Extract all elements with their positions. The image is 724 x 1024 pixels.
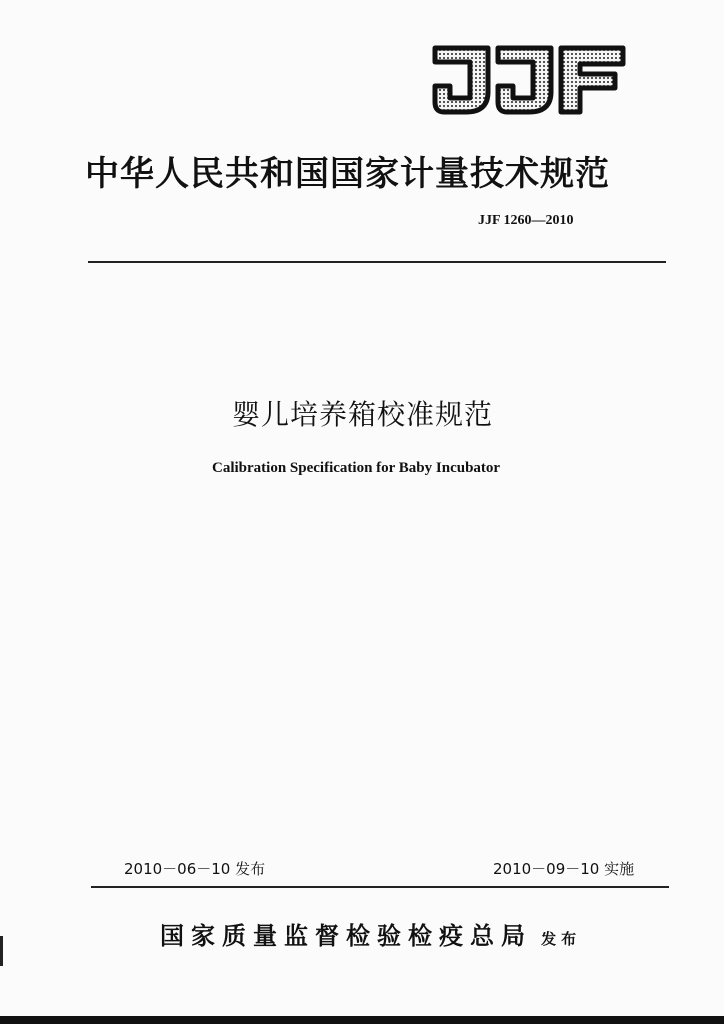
top-divider: [88, 261, 666, 263]
document-title-cn: 婴儿培养箱校准规范: [232, 398, 494, 431]
scan-edge-mark: [0, 936, 3, 966]
jjf-logo: [430, 40, 630, 118]
bottom-divider: [91, 886, 669, 888]
implementation-date: 2010－09－10 实施: [493, 860, 635, 878]
issue-date: 2010－06－10 发布: [124, 860, 266, 878]
publish-label: 发布: [541, 930, 582, 948]
document-title-en: Calibration Specification for Baby Incubator: [212, 460, 501, 476]
issuing-authority: 国家质量监督检验检疫总局: [160, 921, 532, 950]
org-title: 中华人民共和国国家计量技术规范: [85, 154, 610, 194]
scan-bottom-bar: [0, 1016, 724, 1024]
spec-code: JJF 1260—2010: [478, 213, 574, 228]
jjf-logo-mark: [430, 40, 630, 118]
authority-line: [160, 916, 581, 951]
